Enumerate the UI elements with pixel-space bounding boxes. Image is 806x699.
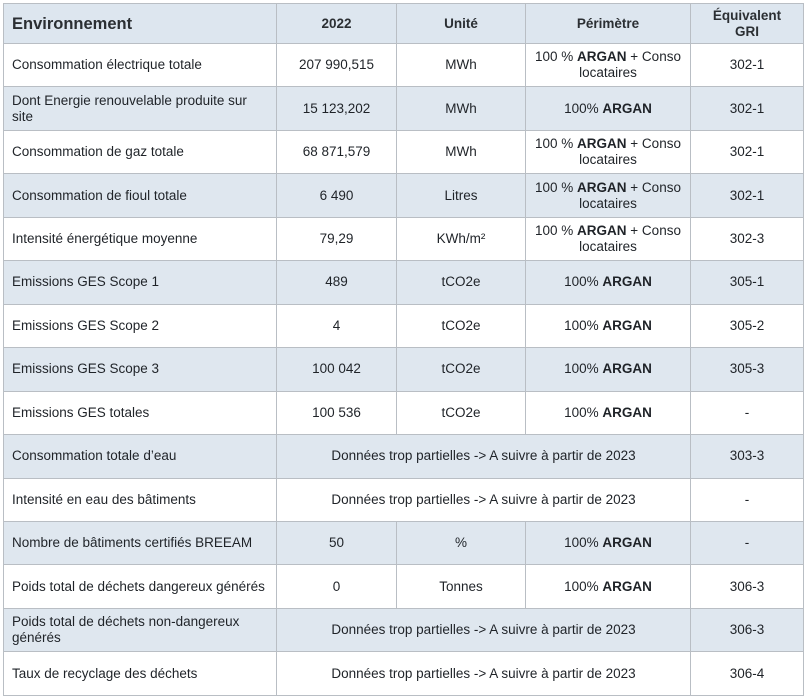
row-perimeter: [526, 565, 691, 608]
row-label: Consommation de fioul totale: [4, 174, 277, 217]
perimeter-entity: ARGAN: [602, 535, 652, 551]
row-gri: 306-3: [691, 565, 804, 608]
row-perimeter: [526, 44, 691, 87]
row-gri: 305-3: [691, 348, 804, 391]
header-perimeter: Périmètre: [526, 4, 691, 44]
row-label: Taux de recyclage des déchets: [4, 652, 277, 696]
row-unit: MWh: [397, 44, 526, 87]
row-perimeter: [526, 304, 691, 347]
row-unit: Tonnes: [397, 565, 526, 608]
merged-note: Données trop partielles -> A suivre à partir de 2023: [277, 608, 691, 651]
merged-note: Données trop partielles -> A suivre à partir de 2023: [277, 652, 691, 696]
perimeter-entity: ARGAN: [577, 179, 627, 195]
perimeter-prefix: 100 %: [535, 223, 578, 239]
row-perimeter: [526, 130, 691, 173]
row-label: Poids total de déchets dangereux générés: [4, 565, 277, 608]
row-value-2022: 100 536: [277, 391, 397, 434]
row-value-2022: 4: [277, 304, 397, 347]
row-gri: -: [691, 521, 804, 564]
row-value-2022: 6 490: [277, 174, 397, 217]
row-value-2022: 50: [277, 521, 397, 564]
row-perimeter: [526, 348, 691, 391]
row-perimeter: [526, 391, 691, 434]
merged-note: Données trop partielles -> A suivre à partir de 2023: [277, 435, 691, 478]
row-perimeter: [526, 87, 691, 130]
table-row: [4, 174, 804, 217]
row-gri: 302-1: [691, 87, 804, 130]
row-gri: 306-3: [691, 608, 804, 651]
perimeter-entity: ARGAN: [602, 274, 652, 290]
perimeter-prefix: 100%: [564, 100, 603, 116]
perimeter-suffix: + Conso locataires: [579, 223, 681, 255]
row-gri: 302-1: [691, 44, 804, 87]
perimeter-entity: ARGAN: [602, 361, 652, 377]
row-perimeter: [526, 217, 691, 260]
perimeter-entity: ARGAN: [602, 317, 652, 333]
row-perimeter: [526, 261, 691, 304]
perimeter-entity: ARGAN: [602, 578, 652, 594]
row-label: Consommation électrique totale: [4, 44, 277, 87]
perimeter-entity: ARGAN: [577, 136, 627, 152]
perimeter-prefix: 100%: [564, 404, 603, 420]
row-unit: tCO2e: [397, 391, 526, 434]
row-unit: KWh/m²: [397, 217, 526, 260]
row-label: Poids total de déchets non-dangereux générés: [4, 608, 277, 651]
table-row: [4, 478, 804, 521]
row-unit: tCO2e: [397, 348, 526, 391]
row-gri: 303-3: [691, 435, 804, 478]
perimeter-entity: ARGAN: [602, 404, 652, 420]
row-value-2022: 0: [277, 565, 397, 608]
row-unit: Litres: [397, 174, 526, 217]
row-label: Consommation totale d’eau: [4, 435, 277, 478]
header-unit: Unité: [397, 4, 526, 44]
environment-table: [3, 3, 804, 696]
merged-note: Données trop partielles -> A suivre à partir de 2023: [277, 478, 691, 521]
row-label: Intensité en eau des bâtiments: [4, 478, 277, 521]
table-row: [4, 217, 804, 260]
perimeter-entity: ARGAN: [577, 223, 627, 239]
perimeter-prefix: 100%: [564, 535, 603, 551]
table-row: [4, 435, 804, 478]
row-gri: 305-1: [691, 261, 804, 304]
row-value-2022: 207 990,515: [277, 44, 397, 87]
row-unit: tCO2e: [397, 304, 526, 347]
table-row: [4, 130, 804, 173]
row-value-2022: 15 123,202: [277, 87, 397, 130]
row-label: Consommation de gaz totale: [4, 130, 277, 173]
table-row: [4, 565, 804, 608]
row-unit: %: [397, 521, 526, 564]
perimeter-suffix: + Conso locataires: [579, 49, 681, 81]
row-gri: 302-3: [691, 217, 804, 260]
table-row: [4, 391, 804, 434]
table-row: [4, 348, 804, 391]
row-gri: -: [691, 478, 804, 521]
row-label: Emissions GES Scope 1: [4, 261, 277, 304]
row-gri: 306-4: [691, 652, 804, 696]
perimeter-prefix: 100 %: [535, 179, 578, 195]
table-header-row: [4, 4, 804, 44]
row-label: Intensité énergétique moyenne: [4, 217, 277, 260]
row-label: Emissions GES totales: [4, 391, 277, 434]
header-environnement: Environnement: [4, 4, 277, 44]
perimeter-entity: ARGAN: [602, 100, 652, 116]
row-value-2022: 68 871,579: [277, 130, 397, 173]
row-unit: MWh: [397, 87, 526, 130]
row-label: Emissions GES Scope 2: [4, 304, 277, 347]
table-row: [4, 652, 804, 696]
header-gri: Équivalent GRI: [691, 4, 804, 44]
row-unit: MWh: [397, 130, 526, 173]
perimeter-prefix: 100%: [564, 317, 603, 333]
perimeter-prefix: 100%: [564, 578, 603, 594]
table-row: [4, 44, 804, 87]
perimeter-prefix: 100%: [564, 361, 603, 377]
row-label: Nombre de bâtiments certifiés BREEAM: [4, 521, 277, 564]
perimeter-prefix: 100%: [564, 274, 603, 290]
row-gri: 302-1: [691, 174, 804, 217]
row-label: Emissions GES Scope 3: [4, 348, 277, 391]
table-row: [4, 304, 804, 347]
perimeter-suffix: + Conso locataires: [579, 136, 681, 168]
row-perimeter: [526, 174, 691, 217]
row-value-2022: 489: [277, 261, 397, 304]
perimeter-suffix: + Conso locataires: [579, 179, 681, 211]
row-perimeter: [526, 521, 691, 564]
table-row: [4, 87, 804, 130]
perimeter-prefix: 100 %: [535, 49, 578, 65]
table-row: [4, 521, 804, 564]
table-row: [4, 261, 804, 304]
perimeter-prefix: 100 %: [535, 136, 578, 152]
row-gri: 302-1: [691, 130, 804, 173]
row-label: Dont Energie renouvelable produite sur site: [4, 87, 277, 130]
row-value-2022: 79,29: [277, 217, 397, 260]
perimeter-entity: ARGAN: [577, 49, 627, 65]
row-unit: tCO2e: [397, 261, 526, 304]
row-gri: 305-2: [691, 304, 804, 347]
row-gri: -: [691, 391, 804, 434]
table-row: [4, 608, 804, 651]
row-value-2022: 100 042: [277, 348, 397, 391]
header-year: 2022: [277, 4, 397, 44]
